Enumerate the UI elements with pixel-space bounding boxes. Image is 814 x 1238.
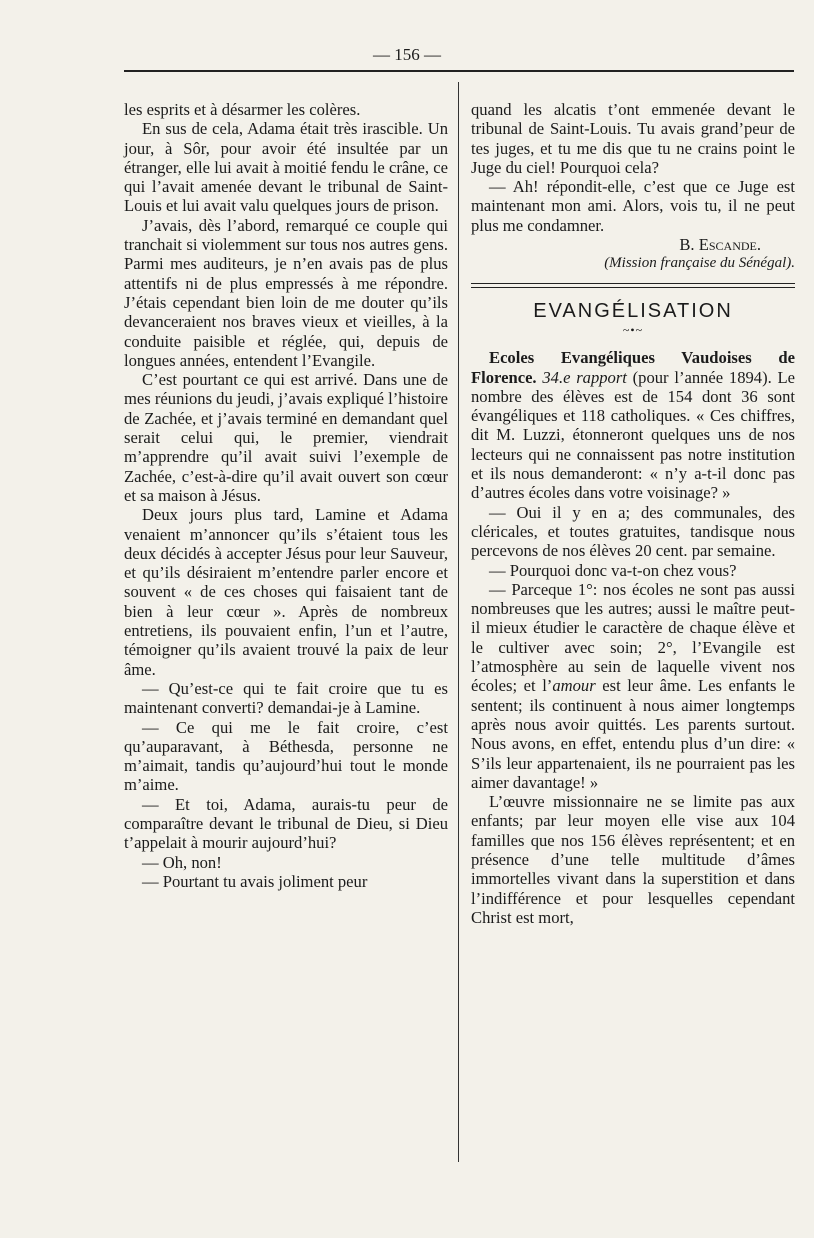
paragraph: — Qu’est-ce qui te fait croire que tu es maintenant converti? demandai-je à Lamine. (124, 678, 448, 718)
paragraph: — Pourquoi donc va-t-on chez vous? (489, 560, 737, 580)
article-heading: Ecoles Evangéliques Vaudoises de Florence. (471, 348, 795, 387)
article-intro-text: (pour l’année 1894). Le nombre des élèves est de 154 dont 36 sont évangéliques et 118 catholiques. « Ces chiffres, dit M. Luzzi, étonneront quelques uns de nos lecteurs qui ne connaissent pas notre institution et ils nous demanderont: « n’y a-t-il donc pas d’autres écoles dans votre voisinage? » (471, 367, 795, 503)
text-span: — Parceque 1°: nos écoles ne sont pas aussi nombreuses que les autres; aussi le maître peut-il mieux étudier le caractère de chaque élève et le cultiver avec soin; 2°, l’Evangile est l’atmosphère au sein de laquelle vivent nos écoles; et l’ (471, 579, 795, 696)
paragraph: C’est pourtant ce qui est arrivé. Dans une de mes réunions du jeudi, j’avais expliqué l’histoire de Zachée, et j’avais terminé en demandant quel serait celui qui, le premier, viendrait m’apprendre qu’il avait suivi l’exemple de Zachée, c’est-à-dire qu’il avait ouvert son cœur et sa maison à Jésus. (124, 370, 448, 505)
paragraph: les esprits et à désarmer les colères. (124, 100, 361, 119)
ornament-icon: ~•~ (622, 322, 644, 337)
paragraph: Deux jours plus tard, Lamine et Adama venaient m’annoncer qu’ils s’étaient tous les deux décidés à accepter Jésus pour leur Sauveur, et qu’ils désiraient m’entendre parler encore et souvent « de ces choses qui faisaient tant de bien à leur cœur ». Après de nombreux entretiens, ils pouvaient enfin, l’un et l’autre, témoigner qu’ils avaient trouvé la paix de leur âme. (124, 505, 448, 679)
paragraph: — Ah! répondit-elle, c’est que ce Juge est maintenant mon ami. Alors, vois tu, il ne peut plus me condamner. (471, 177, 795, 235)
emphasis-amour: amour (552, 676, 596, 696)
mission-credit: (Mission française du Sénégal). (604, 255, 795, 272)
paragraph: — Et toi, Adama, aurais-tu peur de comparaître devant le tribunal de Dieu, si Dieu t’appelait à mourir aujourd’hui? (124, 794, 448, 853)
page-number: — 156 — (373, 45, 441, 64)
author-signature: B. Escande. (679, 235, 761, 255)
article-intro (471, 348, 795, 502)
right-column (471, 100, 795, 927)
section-rule (471, 283, 795, 288)
section-title: EVANGÉLISATION (533, 299, 733, 322)
column-divider (458, 82, 459, 1162)
paragraph: — Ce qui me le fait croire, c’est qu’auparavant, à Béthesda, personne ne m’aimait, tandis qu’aujourd’hui tout le monde m’aime. (124, 717, 448, 795)
paragraph: — Oh, non! (142, 852, 222, 872)
paragraph: quand les alcatis t’ont emmenée devant le tribunal de Saint-Louis. Tu avais grand’peur de tes juges, et tu me dis que tu ne crains point le Juge du ciel! Pourquoi cela? (471, 100, 795, 177)
paragraph: J’avais, dès l’abord, remarqué ce couple qui tranchait si violemment sur tous nos autres gens. Parmi mes auditeurs, je n’en avais pas de plus attentifs ni de plus empressés à me répondre. J’étais cependant bien loin de me douter qu’ils devanceraient nos braves vieux et vieilles, à la conduite paisible et réglée, qui, depuis de longues années, entendent l’Evangile. (124, 215, 448, 370)
left-column (124, 100, 448, 891)
text-span: est leur âme. Les enfants le sentent; ils continuent à nous aimer longtemps après nous avoir quittés. Les parents surtout. Nous avons, en effet, entendu plus d’un dire: « S’ils leur appartenaient, ils ne pourraient pas les aimer davantage! » (471, 676, 796, 792)
paragraph: En sus de cela, Adama était très irascible. Un jour, à Sôr, pour avoir été insultée par un étranger, elle lui avait à moitié fendu le crâne, ce qui l’avait amenée devant le tribunal de Saint-Louis et lui avait valu quelques jours de prison. (124, 119, 448, 216)
paragraph: L’œuvre missionnaire ne se limite pas aux enfants; par leur moyen elle vise aux 104 familles que nos 156 élèves représentent; et en présence d’une telle multitude d’âmes immortelles vivant dans la superstition et dans l’indifférence et pour lesquelles cependant Christ est mort, (471, 792, 795, 927)
header-rule (124, 70, 794, 72)
paragraph (471, 580, 795, 792)
paragraph: — Oui il y en a; des communales, des cléricales, et toutes gratuites, tandisque nous percevons de nos élèves 20 cent. par semaine. (471, 502, 795, 561)
paragraph: — Pourtant tu avais joliment peur (142, 871, 368, 891)
article-report: 34.e rapport (542, 367, 627, 387)
